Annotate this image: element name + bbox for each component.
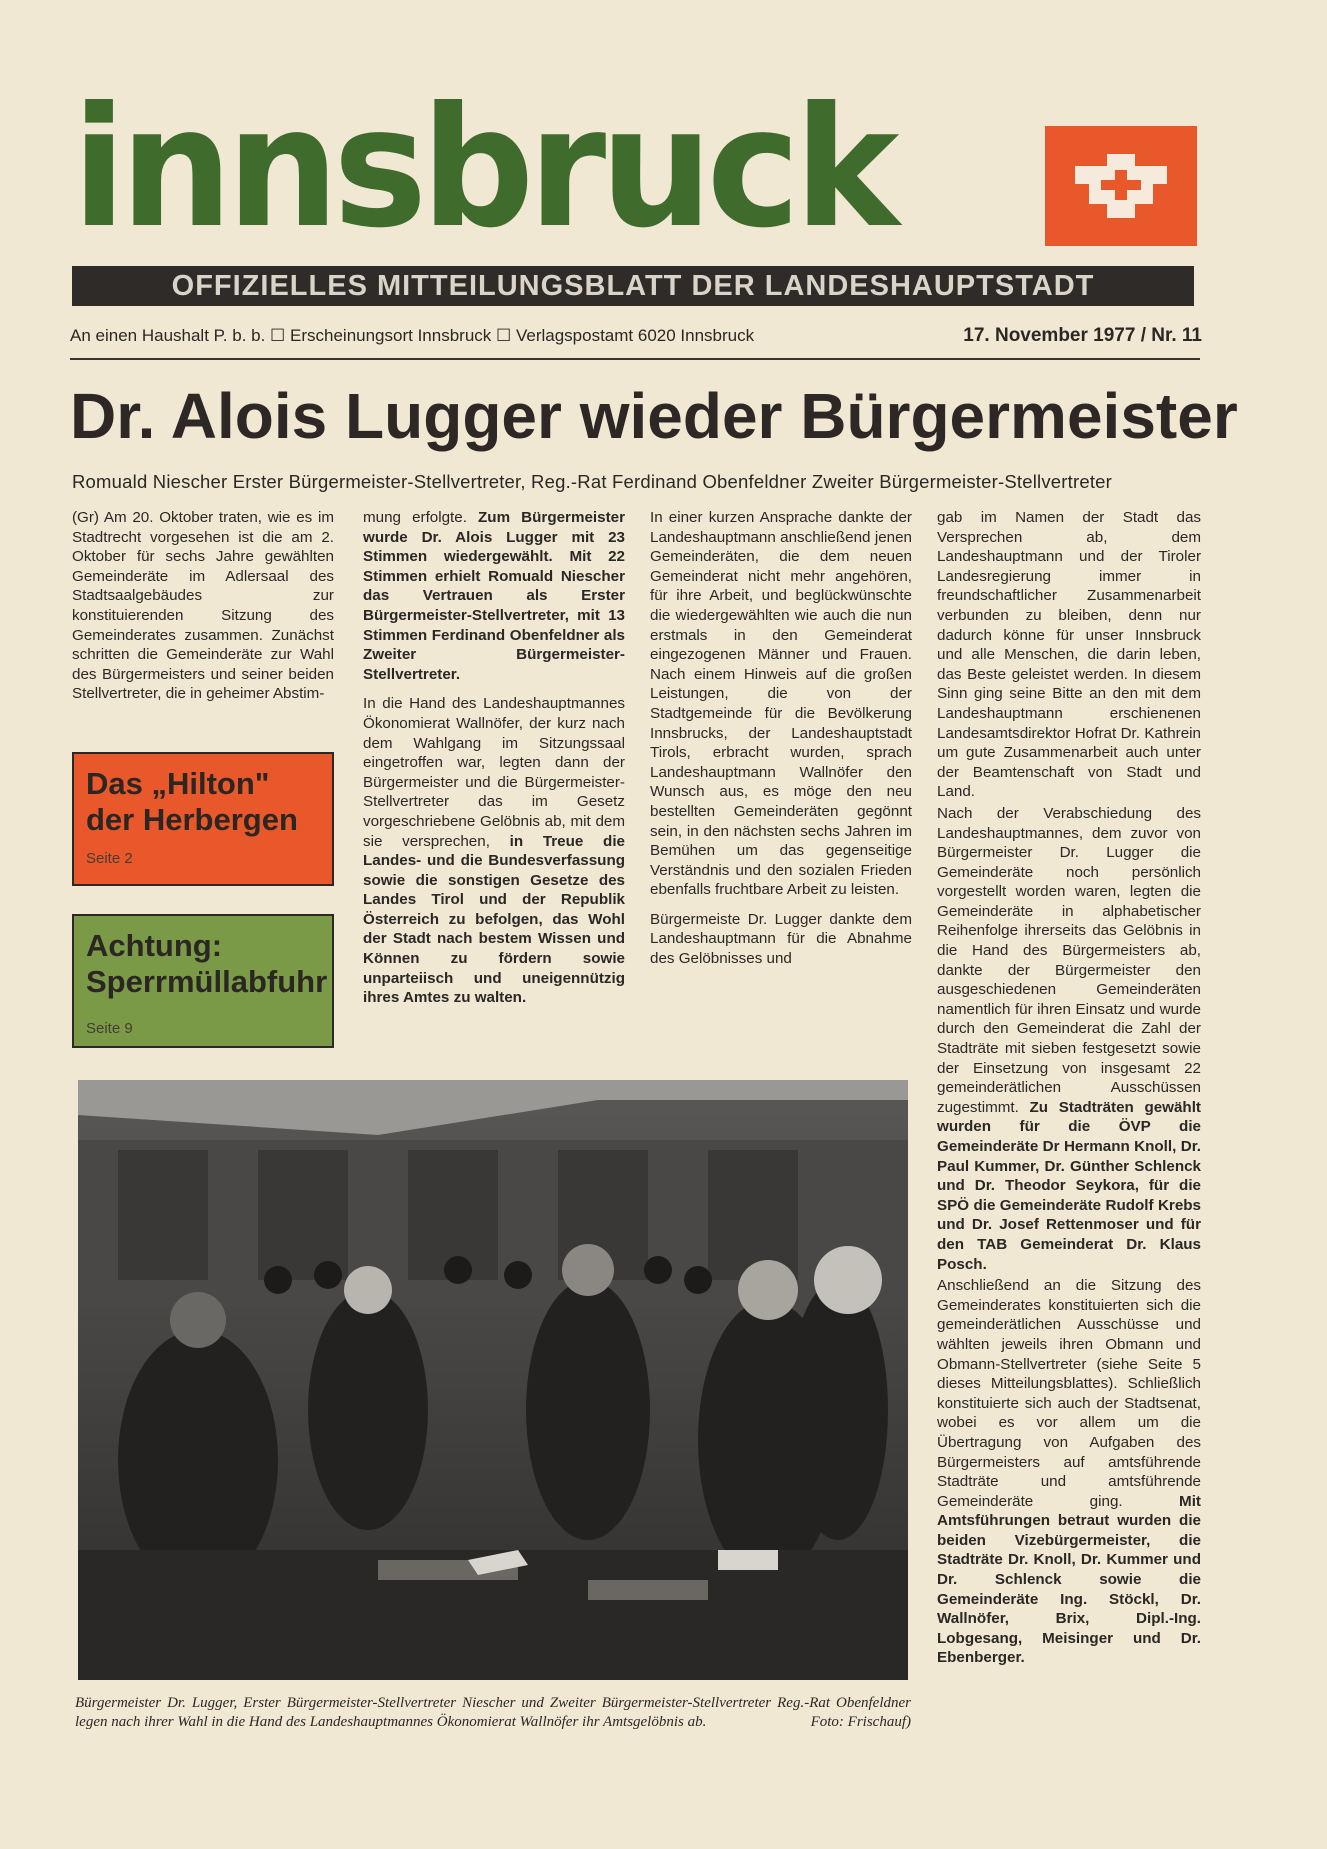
teaser-page-ref: Seite 2 bbox=[86, 850, 133, 867]
text-run: Nach der Verabschiedung des Landeshauptmannes, dem zuvor von Bürgermeister Dr. Lugger die Gemeinderäte noch persönlich vorgestellt worden waren, legten die Gemeinderäte in alphabetischer Reihenfolge ihrerseits das Gelöbnis in die Hand des Bürgermeisters ab, dankte der Bürgermeister den ausgeschiedenen Gemeinderäten namentlich für ihren Einsatz und wurde durch den Gemeinderat die Zahl der Stadträte mit sieben festgesetzt sowie der Einsetzung von insgesamt 22 gemeinderätlichen Ausschüssen zugestimmt. bbox=[937, 804, 1201, 1116]
publication-meta bbox=[70, 323, 1202, 349]
header-rule bbox=[70, 358, 1200, 360]
column-4-paragraph-2 bbox=[937, 804, 1201, 1274]
teaser-box-hilton[interactable] bbox=[72, 752, 334, 886]
column-4-paragraph-3 bbox=[937, 1276, 1201, 1668]
postal-info: An einen Haushalt P. b. b. ☐ Erscheinungsort Innsbruck ☐ Verlagspostamt 6020 Innsbruck bbox=[70, 326, 755, 345]
article-column-4 bbox=[937, 508, 1201, 1678]
news-photo bbox=[78, 1080, 908, 1680]
teaser-box-sperrmuell[interactable] bbox=[72, 914, 334, 1048]
text-run: mung erfolgte. bbox=[363, 509, 467, 526]
column-3-paragraph-2: Bürgermeiste Dr. Lugger dankte dem Landeshauptmann für die Abnahme des Gelöbnisses und bbox=[650, 910, 912, 968]
article-column-2 bbox=[363, 508, 625, 1018]
masthead bbox=[72, 71, 1200, 265]
bold-text-run: Zum Bürgermeister wurde Dr. Alois Lugger mit 23 Stimmen wiedergewählt. Mit 22 Stimmen erhielt Romuald Niescher das Vertrauen als Erster Bürgermeister-Stellvertreter, mit 13 Stimmen Ferdinand Obenfeldner als Zweiter Bürgermeister-Stellvertreter. bbox=[363, 509, 625, 683]
article-column-1 bbox=[72, 508, 334, 714]
masthead-subtitle-band: OFFIZIELLES MITTEILUNGSBLATT DER LANDESHAUPTSTADT bbox=[72, 266, 1194, 306]
column-2-paragraph-2 bbox=[363, 694, 625, 1008]
photo-credit: Foto: Frischauf) bbox=[810, 1714, 911, 1730]
photo-caption bbox=[75, 1694, 911, 1758]
issue-date: 17. November 1977 / Nr. 11 bbox=[963, 325, 1202, 346]
column-3-paragraph-1: In einer kurzen Ansprache dankte der Landeshauptmann anschließend jenen Gemeinderäten, die dem neuen Gemeinderat nicht mehr angehören, für ihre Arbeit, und beglückwünschte die wiedergewählten wie auch die nun erstmals in den Gemeinderat eingezogenen Männer und Frauen. Nach einem Hinweis auf die großen Leistungen, die von der Stadtgemeinde für die Bevölkerung Innsbrucks, der Landeshauptstadt Tirols, erbracht wurden, sprach Landeshauptmann Wallnöfer den Wunsch aus, es möge den neu bestellten Gemeinderäten gegönnt sein, in den nächsten sechs Jahren im Bemühen um das gegenseitige Verständnis und den sozialen Frieden ebenfalls fruchtbare Arbeit zu leisten. bbox=[650, 509, 912, 899]
text-run: Anschließend an die Sitzung des Gemeinderates konstituierten sich die gemeinderätlichen Ausschüsse und wählten jeweils ihren Obmann und Obmann-Stellvertreter (siehe Seite 5 dieses Mitteilungsblattes). Schließlich konstituierte sich auch der Stadtsenat, wobei es vor allem um die Übertragung von Aufgaben des Bürgermeisters auf amtsführende Stadträte und amtsführende Gemeinderäte ging. bbox=[937, 1277, 1201, 1510]
masthead-logo-text: innsbruck bbox=[72, 71, 894, 265]
city-emblem-icon bbox=[1045, 126, 1197, 246]
caption-text: Bürgermeister Dr. Lugger, Erster Bürgermeister-Stellvertreter Niescher und Zweiter Bürgermeister-Stellvertreter Reg.-Rat Obenfeldner legen nach ihrer Wahl in die Hand des Landeshauptmannes Ökonomierat Wallnöfer ihr Amtsgelöbnis ab. bbox=[75, 1695, 911, 1730]
teaser-title-hilton: Das „Hilton" der Herbergen bbox=[86, 766, 298, 837]
teaser-title-sperrmuell: Achtung: Sperrmüllabfuhr bbox=[86, 928, 328, 999]
bold-text-run: Zu Stadträten gewählt wurden für die ÖVP die Gemeinderäte Dr Hermann Knoll, Dr. Paul Kummer, Dr. Günther Schlenck und Dr. Theodor Seykora, für die SPÖ die Gemeinderäte Rudolf Krebs und Dr. Josef Rettenmoser und für den TAB Gemeinderat Dr. Klaus Posch. bbox=[937, 1098, 1201, 1273]
column-2-paragraph-1 bbox=[363, 508, 625, 684]
headline: Dr. Alois Lugger wieder Bürgermeister bbox=[70, 380, 1238, 452]
subheadline: Romuald Niescher Erster Bürgermeister-Stellvertreter, Reg.-Rat Ferdinand Obenfeldner Zweiter Bürgermeister-Stellvertreter bbox=[72, 471, 1113, 492]
text-run: In die Hand des Landeshauptmannes Ökonomierat Wallnöfer, der kurz nach dem Wahlgang im Sitzungssaal eingetroffen war, legten dann der Bürgermeister und die Bürgermeister-Stellvertreter das im Gesetz vorgeschriebene Gelöbnis ab, mit dem sie versprechen, bbox=[363, 695, 625, 850]
bold-text-run: Mit Amtsführungen betraut wurden die beiden Vizebürgermeister, die Stadträte Dr. Knoll, Dr. Kummer und Dr. Schlenck sowie die Gemeinderäte Ing. Stöckl, Dr. Wallnöfer, Brix, Dipl.-Ing. Lobgesang, Meisinger und Dr. Ebenberger. bbox=[937, 1492, 1201, 1667]
bold-text-run: in Treue die Landes- und die Bundesverfassung sowie die sonstigen Gesetze des Landes Tirol und der Republik Österreich zu befolgen, das Wohl der Stadt nach bestem Wissen und Können zu fördern sowie unparteiisch und uneigennützig ihres Amtes zu walten. bbox=[363, 832, 625, 1007]
column-1-paragraph: (Gr) Am 20. Oktober traten, wie es im Stadtrecht vorgesehen ist die am 2. Oktober für sechs Jahre gewählten Gemeinderäte im Adlersaal des Stadtsaalgebäudes zur konstituierenden Sitzung des Gemeinderates zusammen. Zunächst schritten die Gemeinderäte zur Wahl des Bürgermeisters und seiner beiden Stellvertreter, die in geheimer Abstim- bbox=[72, 509, 334, 703]
teaser-page-ref: Seite 9 bbox=[86, 1020, 133, 1037]
column-4-paragraph-1: gab im Namen der Stadt das Versprechen ab, dem Landeshauptmann und der Tiroler Landesregierung immer in freundschaftlicher Zusammenarbeit verbunden zu bleiben, denn nur dadurch könne für unser Innsbruck und alle Menschen, die darin leben, das Beste geleistet werden. In diesem Sinn ging seine Bitte an den mit dem Landeshauptmann erschienenen Landesamtsdirektor Hofrat Dr. Kathrein um gute Zusammenarbeit auch unter der Beamtenschaft von Stadt und Land. bbox=[937, 509, 1201, 801]
article-column-3 bbox=[650, 508, 912, 979]
